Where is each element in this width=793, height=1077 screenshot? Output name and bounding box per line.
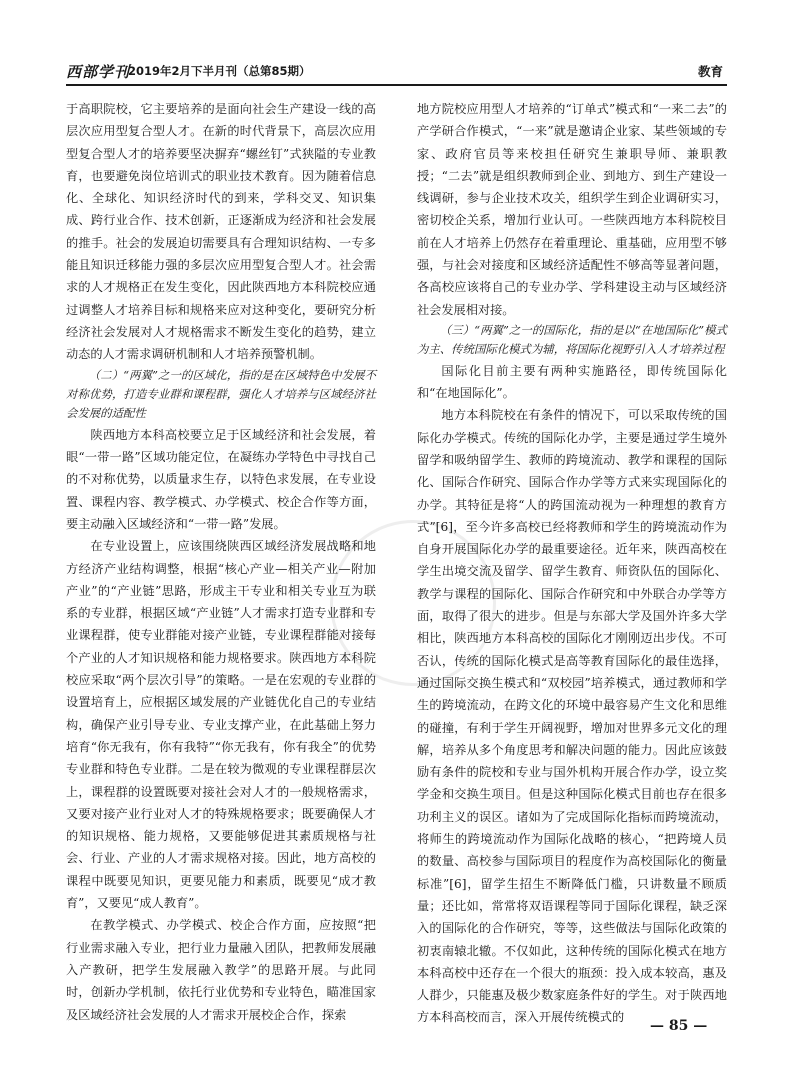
paragraph: 在专业设置上，应该围绕陕西区域经济发展战略和地方经济产业结构调整，根据“核心产业—相关产业—附加产业”的“产业链”思路，形成主干专业和相关专业互为联系的专业群，根据区域“产业链”人才需求打造专业群和专业课程群，使专业群能对接产业链，专业课程群能对接每个产业的人才知识规格和能力规格要求。陕西地方本科院校应采取“两个层次引导”的策略。一是在宏观的专业群的设置培育上，应根据区域发展的产业链优化自己的专业结构，确保产业引导专业、专业支撑产业，在此基础上努力培育“你无我有，你有我特”“你无我有，你有我全”的优势专业群和特色专业群。二是在较为微观的专业课程群层次上，课程群的设置既要对接社会对人才的一般规格需求，又要对接产业行业对人才的特殊规格要求；既要确保人才的知识规格、能力规格，又要能够促进其素质规格与社会、行业、产业的人才需求规格对接。因此，地方高校的课程中既要见知识，更要见能力和素质，既要见“成才教育”，又要见“成人教育”。 bbox=[66, 539, 376, 911]
journal-logo: 西部学刊 bbox=[66, 63, 131, 81]
section-heading: （三）“两翼”之一的国际化，指的是以“在地国际化”模式为主、传统国际化模式为辅，将国际化视野引入人才培养过程 bbox=[417, 322, 727, 357]
issue-info: 2019年2月下半月刊（总第85期） bbox=[128, 64, 311, 78]
paragraph: 地方院校应用型人才培养的“订单式”模式和“一来二去”的产学研合作模式，“一来”就是邀请企业家、某些领域的专家、政府官员等来校担任研究生兼职导师、兼职教授；“二去”就是组织教师到企业、到地方、到生产建设一线调研，参与企业技术攻关，组织学生到企业调研实习，密切校企关系，增加行业认可。一些陕西地方本科院校目前在人才培养上仍然存在着重理论、重基础，应用型不够强，与社会对接度和区域经济适配性不够高等显著问题，各高校应该将自己的专业办学、学科建设主动与区域经济社会发展相对接。 bbox=[417, 102, 727, 317]
paragraph: 在教学模式、办学模式、校企合作方面，应按照“把行业需求融入专业，把行业力量融入团队，把教师发展融入产教研，把学生发展融入教学”的思路开展。与此同时，创新办学机制，依托行业优势和专业特色，瞄准国家及区域经济社会发展的人才需求开展校企合作，探索 bbox=[66, 918, 376, 1022]
section-name: 教育 bbox=[697, 64, 723, 79]
paragraph: 地方本科院校在有条件的情况下，可以采取传统的国际化办学模式。传统的国际化办学，主要是通过学生境外留学和吸纳留学生、教师的跨境流动、教学和课程的国际化、国际合作研究、国际合作办学等方式来实现国际化的办学。其特征是将“人的跨国流动视为一种理想的教育方式”[6]，至今许多高校已经将教师和学生的跨境流动作为自身开展国际化办学的最重要途径。近年来，陕西高校在学生出境交流及留学、留学生教育、师资队伍的国际化、教学与课程的国际化、国际合作研究和中外联合办学等方面，取得了很大的进步。但是与东部大学及国外许多大学相比，陕西地方本科高校的国际化才刚刚迈出步伐。不可否认，传统的国际化模式是高等教育国际化的最佳选择，通过国际交换生模式和“双校园”培养模式，通过教师和学生的跨境流动，在跨文化的环境中最容易产生文化和思维的碰撞，有利于学生开阔视野，增加对世界多元文化的理解，培养从多个角度思考和解决问题的能力。因此应该鼓励有条件的院校和专业与国外机构开展合作办学，设立奖学金和交换生项目。但是这种国际化模式目前也存在很多功利主义的误区。诸如为了完成国际化指标而跨境流动，将师生的跨境流动作为国际化战略的核心，“把跨境人员的数量、高校参与国际项目的程度作为高校国际化的衡量标准”[6]，留学生招生不断降低门槛，只讲数量不顾质量；还比如，常常将双语课程等同于国际化课程，缺乏深入的国际化的合作研究，等等，这些做法与国际化政策的初衷南辕北辙。不仅如此，这种传统的国际化模式在地方本科高校中还存在一个很大的瓶颈：投入成本较高，惠及人群少，只能惠及极少数家庭条件好的学生。对于陕西地方本科高校而言，深入开展传统模式的 bbox=[417, 408, 727, 1025]
section-heading: （二）“两翼”之一的区域化，指的是在区域特色中发展不对称优势，打造专业群和课程群，强化人才培养与区域经济社会发展的适配性 bbox=[66, 367, 376, 421]
page-header bbox=[66, 60, 727, 86]
left-column bbox=[66, 98, 376, 1026]
paragraph: 于高职院校，它主要培养的是面向社会生产建设一线的高层次应用型复合型人才。在新的时代背景下，高层次应用型复合型人才的培养要坚决摒弃“螺丝钉”式狭隘的专业教育，也要避免岗位培训式的职业技术教育。因为随着信息化、全球化、知识经济时代的到来，学科交叉、知识集成、跨行业合作、技术创新，正逐渐成为经济和社会发展的推手。社会的发展迫切需要具有合理知识结构、一专多能且知识迁移能力强的多层次应用型复合型人才。社会需求的人才规格正在发生变化，因此陕西地方本科院校应通过调整人才培养目标和规格来应对这种变化，要研究分析经济社会发展对人才规格需求不断发生变化的趋势，建立动态的人才需求调研机制和人才培养预警机制。 bbox=[66, 102, 376, 362]
page-number: — 85 — bbox=[650, 1018, 708, 1034]
paragraph: 陕西地方本科高校要立足于区域经济和社会发展，着眼“一带一路”区域功能定位，在凝练办学特色中寻找自己的不对称优势，以质量求生存，以特色求发展，在专业设置、课程内容、教学模式、办学模式、校企合作等方面，要主动融入区域经济和“一带一路”发展。 bbox=[66, 427, 376, 531]
right-column bbox=[417, 98, 727, 1029]
paragraph: 国际化目前主要有两种实施路径，即传统国际化和“在地国际化”。 bbox=[417, 363, 727, 401]
